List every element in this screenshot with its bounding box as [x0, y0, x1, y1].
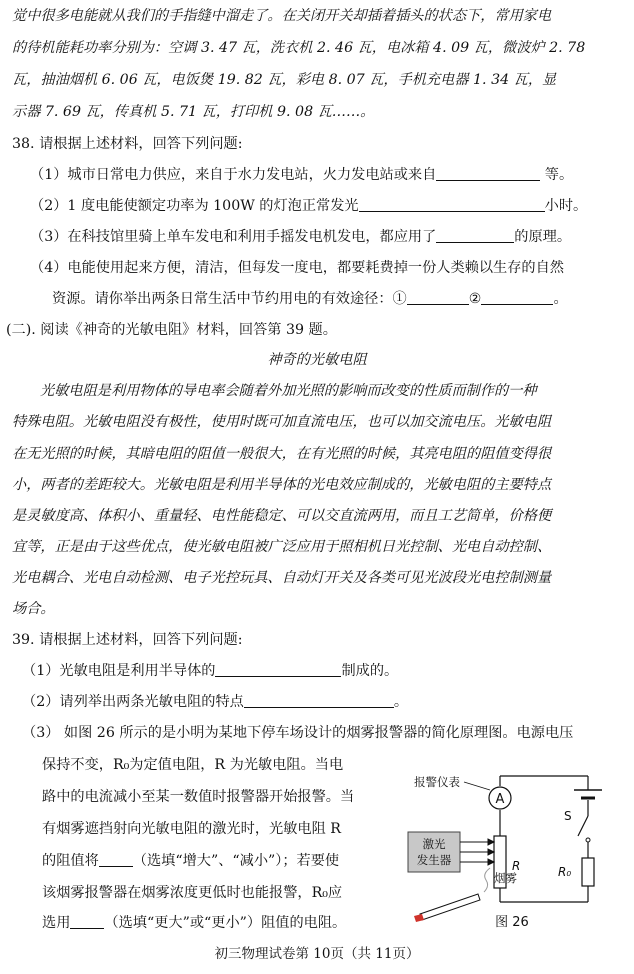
q38-sub4-mark: ②	[468, 291, 482, 307]
q38-sub3	[30, 227, 624, 247]
label-pointer	[464, 782, 490, 790]
answer-blank[interactable]	[215, 661, 341, 677]
q39-sub3-line3: 路中的电流减小至某一数值时报警器开始报警。当	[42, 789, 355, 805]
q39-sub3-hint: （选填“增大”、“减小”）；若要使	[132, 853, 340, 869]
switch-label: S	[564, 809, 572, 823]
q39-sub3-line6: 该烟雾报警器在烟雾浓度更低时也能报警，R₀应	[42, 885, 343, 901]
article-line-4: 小，两者的差距较大。光敏电阻是利用半导体的光电效应制成的，光敏电阻的主要特点	[12, 477, 552, 493]
q38-sub2-tail: 小时。	[544, 198, 588, 214]
page-footer: 初三物理试卷第 10页（共 11页）	[214, 946, 420, 962]
answer-blank[interactable]	[407, 289, 469, 305]
q39-sub3-text: 选用	[42, 915, 71, 931]
q39-sub3-line7	[42, 913, 346, 933]
section-heading: (二). 阅读《神奇的光敏电阻》材料，回答第 39 题。	[6, 322, 337, 338]
q39-sub1-text: （1）光敏电阻是利用半导体的	[22, 663, 216, 679]
article-line-5: 是灵敏度高、体积小、重量轻、电性能稳定、可以交直流两用，而且工艺简单，价格便	[12, 508, 552, 524]
q39-sub3-line5	[42, 851, 339, 871]
figure-caption: 图 26	[495, 915, 529, 930]
article-line-6: 宜等，正是由于这些优点，使光敏电阻被广泛应用于照相机日光控制、光电自动控制、	[12, 539, 552, 555]
answer-blank[interactable]	[481, 289, 553, 305]
photoresistor-label: R	[512, 859, 521, 873]
alarm-meter-label: 报警仪表	[414, 775, 460, 789]
material-line-2: 的待机能耗功率分别为：空调 3. 47 瓦，洗衣机 2. 46 瓦，电冰箱 4. 09 瓦，微波炉 2. 78	[12, 40, 586, 56]
q39-sub1-tail: 制成的。	[341, 663, 399, 679]
material-line-4: 示器 7. 69 瓦，传真机 5. 71 瓦，打印机 9. 08 瓦……。	[12, 104, 375, 120]
q38-sub2	[30, 196, 624, 216]
q38-sub4-text: 资源。请你举出两条日常生活中节约用电的有效途径：①	[52, 291, 407, 307]
q38-sub1	[30, 165, 624, 185]
fixed-resistor-icon	[582, 858, 594, 886]
ammeter-label: A	[495, 792, 505, 807]
article-line-8: 场合。	[12, 601, 55, 617]
q39-sub3-hint: （选填“更大”或“更小”）阻值的电阻。	[104, 915, 347, 931]
smoke-alarm-circuit-diagram	[400, 752, 620, 932]
q38-sub3-text: （3）在科技馆里骑上单车发电和利用手摇发电机发电，都应用了	[30, 229, 437, 245]
q38-sub3-tail: 的原理。	[514, 229, 572, 245]
laser-label-1: 激光	[422, 837, 446, 851]
switch-contact-icon	[586, 838, 590, 842]
article-line-7: 光电耦合、光电自动检测、电子光控玩具、自动灯开关及各类可见光波段光电控制测量	[12, 570, 552, 586]
q38-sub1-tail: 等。	[544, 167, 574, 183]
q39-sub1	[22, 661, 616, 681]
cigarette-icon	[414, 894, 480, 922]
answer-blank[interactable]	[70, 913, 104, 929]
q39-sub2	[22, 692, 616, 712]
material-line-1: 觉中很多电能就从我们的手指缝中溜走了。在关闭开关却插着插头的状态下，常用家电	[12, 8, 552, 24]
q38-stem: 38. 请根据上述材料，回答下列问题:	[12, 136, 243, 152]
article-line-2: 特殊电阻。光敏电阻没有极性，使用时既可加直流电压，也可以加交流电压。光敏电阻	[12, 414, 552, 430]
answer-blank[interactable]	[436, 165, 540, 181]
answer-blank[interactable]	[436, 227, 514, 243]
laser-beams	[460, 839, 494, 865]
smoke-label: 烟雾	[494, 871, 517, 885]
q39-stem: 39. 请根据上述材料，回答下列问题:	[12, 632, 243, 648]
smoke-icon	[484, 868, 490, 892]
q39-sub3-line1: （3） 如图 26 所示的是小明为某地下停车场设计的烟雾报警器的简化原理图。电源电压	[22, 725, 574, 741]
q38-sub4-line2	[52, 289, 624, 309]
q39-sub3-line4: 有烟雾遮挡射向光敏电阻的激光时，光敏电阻 R	[42, 821, 341, 837]
q38-sub4-line1: （4）电能使用起来方便，清洁，但每发一度电，都要耗费掉一份人类赖以生存的自然	[30, 260, 564, 276]
answer-blank[interactable]	[359, 196, 545, 212]
article-title: 神奇的光敏电阻	[267, 352, 367, 368]
q39-sub3-line2: 保持不变，R₀为定值电阻，R 为光敏电阻。当电	[42, 757, 344, 773]
article-line-3: 在无光照的时候，其暗电阻的阻值一般很大，在有光照的时候，其亮电阻的阻值变得很	[12, 446, 552, 462]
r0-label: R₀	[558, 865, 572, 879]
battery-icon	[574, 790, 602, 798]
laser-label-2: 发生器	[416, 853, 452, 867]
answer-blank[interactable]	[99, 851, 133, 867]
q38-sub1-text: （1）城市日常电力供应，来自于水力发电站，火力发电站或来自	[30, 167, 437, 183]
material-line-3: 瓦，抽油烟机 6. 06 瓦，电饭煲 19. 82 瓦，彩电 8. 07 瓦，手机充电器 1. 34 瓦，显	[12, 72, 557, 88]
q39-sub3-text: 的阻值将	[42, 853, 99, 869]
q39-sub2-tail: 。	[393, 694, 409, 710]
q39-sub2-text: （2）请列举出两条光敏电阻的特点	[22, 694, 244, 710]
q38-sub4-tail: 。	[553, 291, 568, 307]
q38-sub2-text: （2）1 度电能使额定功率为 100W 的灯泡正常发光	[30, 198, 359, 214]
answer-blank[interactable]	[244, 692, 394, 708]
article-line-1: 光敏电阻是利用物体的导电率会随着外加光照的影响而改变的性质而制作的一种	[40, 383, 537, 399]
